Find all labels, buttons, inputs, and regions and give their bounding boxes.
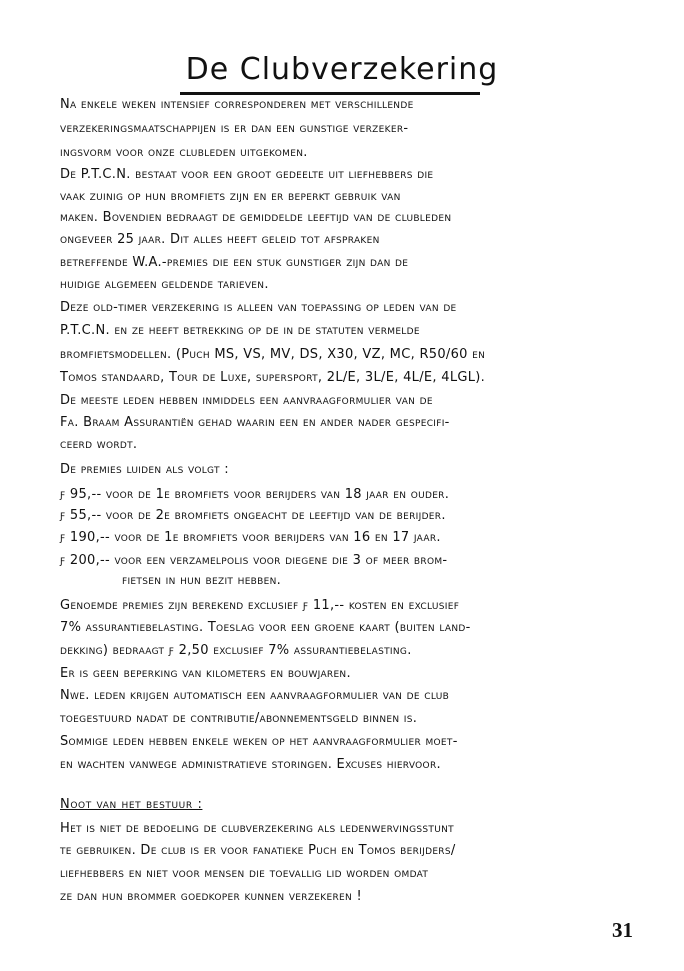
body-line: P.T.C.N. en ze heeft betrekking op de in de statuten vermelde — [60, 323, 420, 338]
premium-line: ƒ 95,-- voor de 1e bromfiets voor berijders van 18 jaar en ouder. — [60, 487, 450, 502]
body-line: maken. Bovendien bedraagt de gemiddelde leeftijd van de clubleden — [60, 210, 452, 225]
premium-line: ƒ 200,-- voor een verzamelpolis voor diegene die 3 of meer brom- — [60, 553, 448, 568]
body-line: Sommige leden hebben enkele weken op het aanvraagformulier moet- — [60, 734, 458, 749]
body-line: Nwe. leden krijgen automatisch een aanvraagformulier van de club — [60, 688, 450, 703]
title-underline — [180, 92, 480, 95]
body-line: 7% assurantiebelasting. Toeslag voor een groene kaart (buiten land- — [60, 620, 471, 635]
body-line: ongeveer 25 jaar. Dit alles heeft geleid tot afspraken — [60, 232, 380, 247]
body-line: De premies luiden als volgt : — [60, 462, 229, 477]
note-line: Het is niet de bedoeling de clubverzekering als ledenwervingsstunt — [60, 821, 454, 836]
body-line: Fa. Braam Assurantiën gehad waarin een en ander nader gespecifi- — [60, 415, 450, 430]
note-heading: Noot van het bestuur : — [60, 797, 203, 812]
note-line: te gebruiken. De club is er voor fanatieke Puch en Tomos berijders/ — [60, 843, 456, 858]
body-line: Deze old-timer verzekering is alleen van toepassing op leden van de — [60, 300, 457, 315]
body-line: toegestuurd nadat de contributie/abonnementsgeld binnen is. — [60, 711, 418, 726]
body-line: dekking) bedraagt ƒ 2,50 exclusief 7% assurantiebelasting. — [60, 643, 412, 658]
body-line: ingsvorm voor onze clubleden uitgekomen. — [60, 145, 308, 160]
body-line: Na enkele weken intensief corresponderen met verschillende — [60, 97, 414, 112]
premium-line: ƒ 55,-- voor de 2e bromfiets ongeacht de leeftijd van de berijder. — [60, 508, 446, 523]
body-line: De P.T.C.N. bestaat voor een groot gedeelte uit liefhebbers die — [60, 167, 434, 182]
body-line: Er is geen beperking van kilometers en bouwjaren. — [60, 666, 351, 681]
body-line: Tomos standaard, Tour de Luxe, supersport, 2L/E, 3L/E, 4L/E, 4LGL). — [60, 370, 486, 385]
body-line: Genoemde premies zijn berekend exclusief ƒ 11,-- kosten en exclusief — [60, 598, 460, 613]
page-number: 31 — [612, 918, 633, 942]
body-line: en wachten vanwege administratieve storingen. Excuses hiervoor. — [60, 757, 441, 772]
body-line: huidige algemeen geldende tarieven. — [60, 277, 269, 292]
body-line: De meeste leden hebben inmiddels een aanvraagformulier van de — [60, 393, 433, 408]
note-line: ze dan hun brommer goedkoper kunnen verzekeren ! — [60, 889, 362, 904]
body-line: vaak zuinig op hun bromfiets zijn en er beperkt gebruik van — [60, 189, 401, 204]
body-line: bromfietsmodellen. (Puch MS, VS, MV, DS, X30, VZ, MC, R50/60 en — [60, 347, 486, 362]
premium-line: fietsen in hun bezit hebben. — [122, 573, 282, 588]
body-line: verzekeringsmaatschappijen is er dan een gunstige verzeker- — [60, 121, 409, 136]
body-line: ceerd wordt. — [60, 437, 138, 452]
premium-line: ƒ 190,-- voor de 1e bromfiets voor berijders van 16 en 17 jaar. — [60, 530, 441, 545]
note-line: liefhebbers en niet voor mensen die toevallig lid worden omdat — [60, 866, 429, 881]
page-title: De Clubverzekering — [185, 52, 499, 87]
body-line: betreffende W.A.-premies die een stuk gunstiger zijn dan de — [60, 255, 409, 270]
